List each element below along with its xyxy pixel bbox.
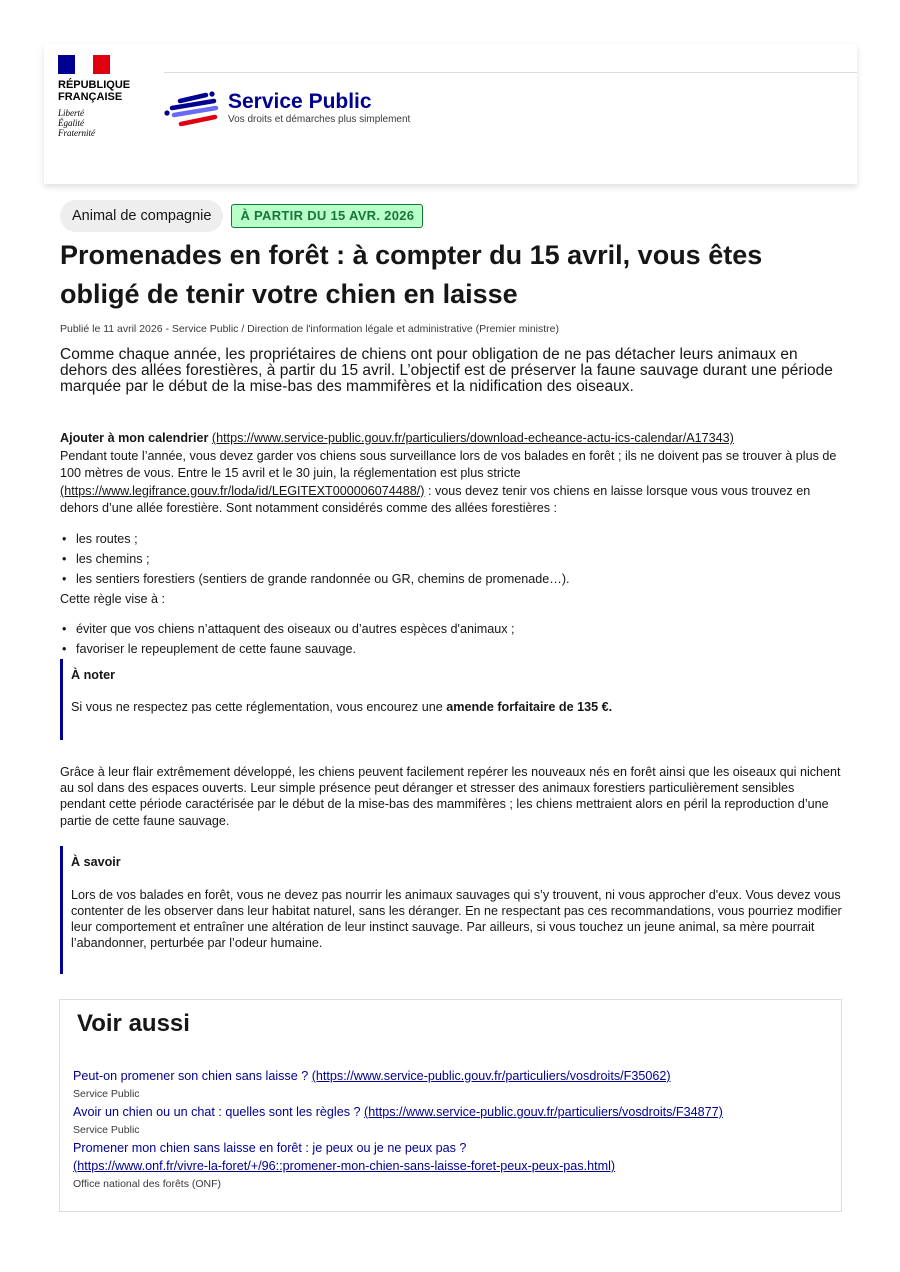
site-tagline: Vos droits et démarches plus simplement — [228, 114, 411, 125]
rf-name-line1: RÉPUBLIQUE — [58, 79, 131, 91]
motto — [58, 108, 148, 138]
motto-liberte: Liberté — [58, 108, 84, 118]
note-title: À noter — [71, 668, 116, 682]
republique-francaise-logo[interactable] — [58, 55, 148, 138]
motto-egalite: Égalité — [58, 118, 84, 128]
see-also-item-url[interactable]: (https://www.onf.fr/vivre-la-foret/+/96::promener-mon-chien-sans-laisse-foret-peux-peux-pas.html) — [73, 1159, 616, 1173]
note-callout — [60, 659, 842, 740]
see-also-item-source: Service Public — [73, 1124, 140, 1136]
see-also-item-1[interactable] — [73, 1067, 833, 1085]
date-badge: À PARTIR DU 15 AVR. 2026 — [231, 204, 423, 228]
calendar-link[interactable]: (https://www.service-public.gouv.fr/particuliers/download-echeance-actu-ics-calendar/A17343) — [211, 431, 734, 445]
paragraph-regulation-text1: Pendant toute l’année, vous devez garder vos chiens sous surveillance lors de vos balades en forêt ; ils ne doivent pas se trouver à plus de 100 mètres de vous. Entre le 15 avril et le 30 juin, la réglementation est plus stricte — [60, 448, 837, 480]
calendar-line — [60, 430, 842, 448]
paragraph-regulation — [60, 448, 842, 518]
note-text-main: Si vous ne respectez pas cette réglementation, vous encourez une — [71, 700, 447, 714]
french-flag-icon — [58, 55, 110, 74]
forest-paths-list — [60, 529, 842, 589]
service-public-logo-icon[interactable] — [164, 90, 220, 130]
see-also-box — [59, 999, 842, 1212]
article-title: Promenades en forêt : à compter du 15 avril, vous êtes obligé de tenir votre chien en laisse — [60, 240, 763, 309]
rf-name-line2: FRANÇAISE — [58, 91, 123, 103]
know-title: À savoir — [71, 854, 121, 869]
know-text: Lors de vos balades en forêt, vous ne devez pas nourrir les animaux sauvages qui s’y trouvent, ni vous approcher d'eux. Vous devez vous contenter de les observer dans leur habitat naturel, sans les déranger. En ne respectant pas ces recommandations, vous pourriez modifier leur comportement et entraîner une altération de leur instinct sauvage. Par ailleurs, si vous touchez un jeune animal, sa mère pourrait l’abandonner, perturbée par l’odeur humaine. — [71, 887, 842, 951]
article — [60, 200, 842, 974]
see-also-item-label[interactable]: Peut-on promener son chien sans laisse ? — [73, 1069, 309, 1083]
see-also-list — [73, 1067, 833, 1193]
site-header — [44, 44, 857, 184]
see-also-item-url[interactable]: (https://www.service-public.gouv.fr/particuliers/vosdroits/F34877) — [364, 1105, 723, 1119]
site-title[interactable]: Service Public — [228, 90, 372, 113]
legifrance-link[interactable]: (https://www.legifrance.gouv.fr/loda/id/LEGITEXT000006074488/) — [60, 483, 425, 498]
know-callout — [60, 846, 842, 974]
see-also-item-2[interactable] — [73, 1103, 833, 1121]
rule-goals-list — [60, 619, 842, 659]
see-also-item-3[interactable] — [73, 1139, 833, 1175]
motto-fraternite: Fraternité — [58, 128, 95, 138]
note-fine-amount: amende forfaitaire de 135 €. — [446, 700, 613, 714]
header-divider — [164, 72, 857, 73]
see-also-item-label[interactable]: Avoir un chien ou un chat : quelles sont les règles ? — [73, 1105, 361, 1119]
list-item: • éviter que vos chiens n’attaquent des oiseaux ou d’autres espèces d'animaux ; — [60, 619, 842, 639]
see-also-title: Voir aussi — [77, 1010, 190, 1037]
list-item: • les sentiers forestiers (sentiers de grande randonnée ou GR, chemins de promenade…). — [60, 569, 842, 589]
publication-info: Publié le 11 avril 2026 - Service Public / Direction de l'information légale et administrative (Premier ministre) — [60, 323, 560, 335]
see-also-item-label[interactable]: Promener mon chien sans laisse en forêt : je peux ou je ne peux pas ? — [73, 1141, 467, 1155]
article-tags — [60, 200, 842, 232]
list-item: • les chemins ; — [60, 549, 842, 569]
rule-intro: Cette règle vise à : — [60, 591, 165, 606]
list-item: • les routes ; — [60, 529, 842, 549]
see-also-item-url[interactable]: (https://www.service-public.gouv.fr/particuliers/vosdroits/F35062) — [311, 1069, 671, 1083]
note-text — [71, 699, 842, 715]
paragraph-regulation-text2: : vous devez tenir vos chiens en laisse lorsque vous vous trouvez en dehors d’une allée forestière. Sont notamment considérés comme des allées forestières : — [60, 483, 811, 515]
paragraph-flair: Grâce à leur flair extrêmement développé, les chiens peuvent facilement repérer les nouveaux nés en forêt ainsi que les oiseaux qui nichent au sol dans des espaces ouverts. Leur simple présence peut déranger et stresser des animaux forestiers particulièrement sensibles pendant cette période caractérisée par le début de la mise-bas des mammifères ; les chiens mettraient alors en péril la reproduction d’une partie de cette faune sauvage. — [60, 765, 841, 828]
calendar-label: Ajouter à mon calendrier — [60, 431, 209, 445]
article-lead: Comme chaque année, les propriétaires de chiens ont pour obligation de ne pas détacher leurs animaux en dehors des allées forestières, à partir du 15 avril. L’objectif est de préserver la faune sauvage durant une période marquée par le début de la mise-bas des mammifères et la nidification des oiseaux. — [60, 346, 833, 395]
see-also-item-source: Service Public — [73, 1088, 140, 1100]
category-tag[interactable]: Animal de compagnie — [60, 200, 223, 232]
list-item: • favoriser le repeuplement de cette faune sauvage. — [60, 639, 842, 659]
see-also-item-source: Office national des forêts (ONF) — [73, 1178, 222, 1190]
